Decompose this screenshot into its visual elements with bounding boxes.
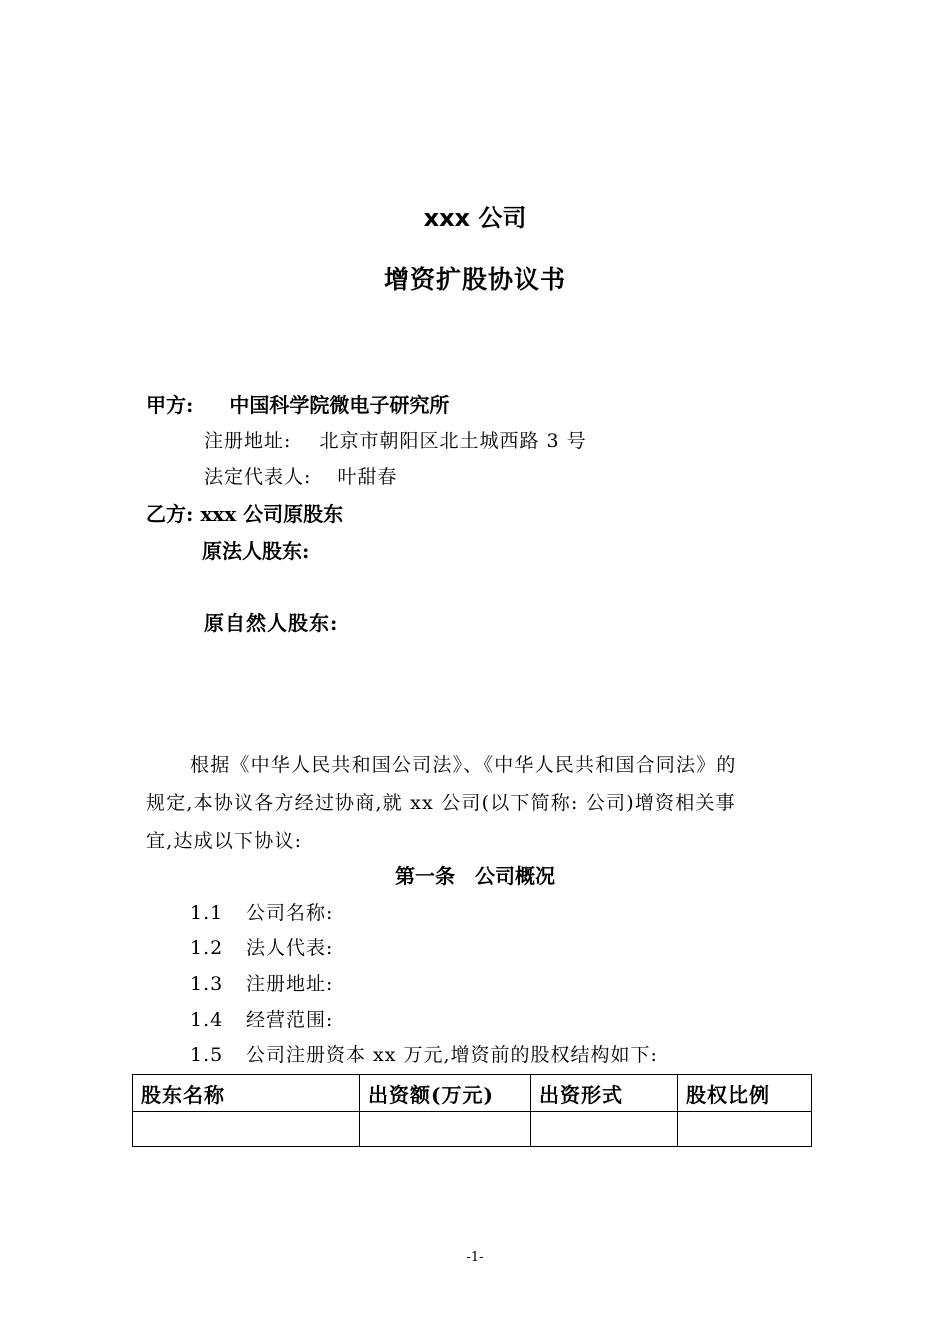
article-1-title: 第一条 公司概况 <box>395 864 555 888</box>
clause-text: 经营范围: <box>246 1009 334 1031</box>
table-cell <box>678 1112 812 1147</box>
party-b-block <box>146 498 343 527</box>
clause-1-4 <box>190 1005 333 1032</box>
rep-value: 叶甜春 <box>337 466 398 488</box>
clause-1-2 <box>190 933 333 960</box>
table-cell <box>360 1112 531 1147</box>
table-cell <box>531 1112 678 1147</box>
header-equity-ratio: 股权比例 <box>678 1075 812 1112</box>
header-capital-form: 出资形式 <box>531 1075 678 1112</box>
clause-number: 1.3 <box>190 973 224 995</box>
clause-text: 公司注册资本 xx 万元,增资前的股权结构如下: <box>246 1044 658 1066</box>
party-a-block <box>146 389 449 418</box>
intro-line-1: 根据《中华人民共和国公司法》、《中华人民共和国合同法》的 <box>190 754 737 776</box>
table-header-row <box>133 1075 812 1112</box>
clause-number: 1.4 <box>190 1009 224 1031</box>
party-b-label: 乙方: <box>146 502 194 526</box>
table-cell <box>133 1112 360 1147</box>
table-row <box>133 1112 812 1147</box>
natural-shareholders-label: 原自然人股东: <box>204 611 339 635</box>
legal-shareholders-label: 原法人股东: <box>202 539 310 563</box>
party-b-name: xxx 公司原股东 <box>200 502 344 526</box>
clause-1-1 <box>190 898 333 925</box>
clause-number: 1.1 <box>190 902 224 924</box>
clause-text: 法人代表: <box>246 937 334 959</box>
header-shareholder-name: 股东名称 <box>133 1075 360 1112</box>
header-capital-amount: 出资额(万元) <box>360 1075 531 1112</box>
clause-text: 注册地址: <box>246 973 334 995</box>
clause-number: 1.5 <box>190 1044 224 1066</box>
intro-line-3: 宜,达成以下协议: <box>146 830 303 852</box>
document-title-company: xxx 公司 <box>423 204 527 232</box>
rep-label: 法定代表人: <box>204 466 312 488</box>
clause-number: 1.2 <box>190 937 224 959</box>
shareholding-table <box>132 1074 812 1147</box>
intro-line-2: 规定,本协议各方经过协商,就 xx 公司(以下简称: 公司)增资相关事 <box>146 792 736 814</box>
clause-1-5 <box>190 1040 658 1067</box>
clause-1-3 <box>190 969 333 996</box>
party-a-label: 甲方: <box>146 393 194 417</box>
party-a-rep-line <box>204 462 398 489</box>
party-a-address-line <box>204 426 587 453</box>
address-label: 注册地址: <box>204 430 292 452</box>
document-title: 增资扩股协议书 <box>383 265 566 294</box>
clause-text: 公司名称: <box>246 902 334 924</box>
party-a-name: 中国科学院微电子研究所 <box>229 393 450 417</box>
page-number: -1- <box>466 1250 484 1265</box>
address-value: 北京市朝阳区北土城西路 3 号 <box>319 430 587 452</box>
